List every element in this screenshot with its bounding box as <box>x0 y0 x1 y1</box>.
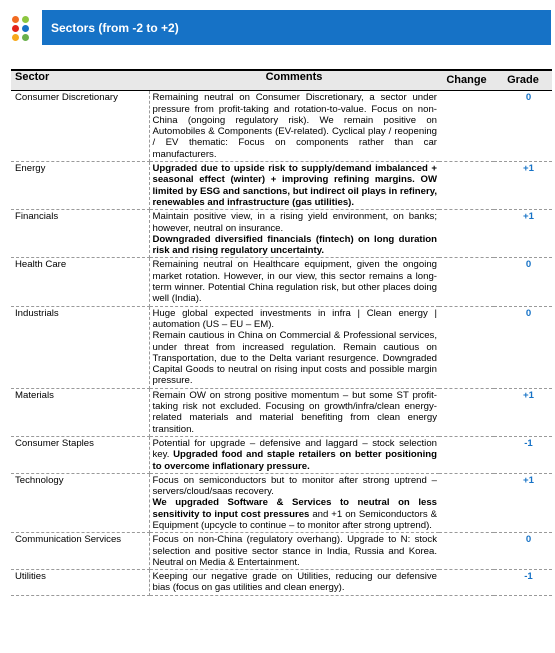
sector-name: Consumer Staples <box>11 436 149 473</box>
change-cell <box>439 306 494 388</box>
sector-name: Materials <box>11 388 149 436</box>
sector-name: Energy <box>11 162 149 210</box>
table-row <box>11 436 552 473</box>
grade-value: +1 <box>494 388 552 436</box>
comment-text: Keeping our negative grade on Utilities, reducing our defensive bias (focus on gas utilities and clean energy). <box>152 571 437 594</box>
page-title: Sectors (from -2 to +2) <box>51 20 179 35</box>
table-row <box>11 91 552 162</box>
sector-comments <box>149 210 439 258</box>
header-bar <box>42 10 551 45</box>
sector-comments <box>149 533 439 570</box>
comment-text-bold: Upgraded due to upside risk to supply/demand imbalanced + seasonal effect (winter) + improving refining margins. OW limited by ESG and sanctions, but indirect oil plays in refinery, renewables and infrastructure (gas utilities). <box>152 163 437 208</box>
change-cell <box>439 162 494 210</box>
section-header <box>7 10 551 45</box>
grade-value: +1 <box>494 162 552 210</box>
column-header-grade: Grade <box>494 70 552 91</box>
table-row <box>11 570 552 596</box>
table-row <box>11 388 552 436</box>
column-header-comments: Comments <box>149 70 439 91</box>
sector-comments <box>149 388 439 436</box>
grade-value: 0 <box>494 91 552 162</box>
comment-text: Remain OW on strong positive momentum – but some ST profit-taking risk not excluded. Focusing on growth/infra/clean energy-related materials and material benefiting from clean energy transition. <box>152 389 437 435</box>
sector-comments <box>149 473 439 532</box>
comment-text: Remaining neutral on Consumer Discretionary, a sector under pressure from profit-taking and rotation-to-value. Focus on non-China (ongoing regulatory risk). We remain positive on Automobiles & Components (EV-related). Cyclical play / reopening / EV thematic: Focus on components rather than car manufacturers. <box>152 92 437 160</box>
comment-text: and +1 on Semiconductors & Equipment (upcycle to continue – to monitor after strong uptrend). <box>152 508 437 531</box>
sector-name: Health Care <box>11 258 149 306</box>
sector-name: Utilities <box>11 570 149 596</box>
change-cell <box>439 570 494 596</box>
change-cell <box>439 533 494 570</box>
sectors-table <box>11 69 552 596</box>
comment-text-bold: Upgraded food and staple retailers on better positioning to overcome inflationary pressure. <box>152 449 437 472</box>
column-header-sector: Sector <box>11 70 149 91</box>
column-header-change: Change <box>439 70 494 91</box>
sector-comments <box>149 258 439 306</box>
change-cell <box>439 436 494 473</box>
sector-name: Financials <box>11 210 149 258</box>
change-cell <box>439 258 494 306</box>
sector-comments <box>149 570 439 596</box>
table-row <box>11 258 552 306</box>
table-row <box>11 533 552 570</box>
grade-value: 0 <box>494 306 552 388</box>
sector-comments <box>149 91 439 162</box>
table-row <box>11 162 552 210</box>
grade-value: -1 <box>494 570 552 596</box>
table-row <box>11 473 552 532</box>
sector-comments <box>149 306 439 388</box>
comment-text: Maintain positive view, in a rising yield environment, on banks; however, neutral on insurance. <box>152 211 437 234</box>
comment-text: Remaining neutral on Healthcare equipment, given the ongoing market rotation. However, in our view, this sector remains a long-term winner. Potential China regulation risk, but other places doing well (India). <box>152 259 437 305</box>
change-cell <box>439 210 494 258</box>
sector-name: Technology <box>11 473 149 532</box>
grade-value: -1 <box>494 436 552 473</box>
sector-name: Industrials <box>11 306 149 388</box>
grade-value: 0 <box>494 258 552 306</box>
comment-text: Huge global expected investments in infra | Clean energy | automation (US – EU – EM). <box>152 307 437 330</box>
change-cell <box>439 473 494 532</box>
sector-name: Communication Services <box>11 533 149 570</box>
change-cell <box>439 91 494 162</box>
grade-value: +1 <box>494 473 552 532</box>
comment-text-bold: We upgraded Software & Services to neutral on less sensitivity to input cost pressures <box>152 497 437 520</box>
table-row <box>11 210 552 258</box>
comment-text-bold: Downgraded diversified financials (fintech) on long duration risk and rising regulatory uncertainty. <box>152 233 437 257</box>
table-header-row <box>11 70 552 91</box>
comment-text: Remain cautious in China on Commercial & Professional services, under threat from increased regulation. Remain cautious on Transportation, due to the Delta variant resurgence. Downgraded Capital Goods to neutral on rising input costs and possible margin pressure. <box>152 330 437 387</box>
grade-value: +1 <box>494 210 552 258</box>
table-row <box>11 306 552 388</box>
change-cell <box>439 388 494 436</box>
sector-name: Consumer Discretionary <box>11 91 149 162</box>
sector-comments <box>149 162 439 210</box>
comment-text: Potential for upgrade – defensive and laggard – stock selection key. <box>152 437 437 461</box>
sector-comments <box>149 436 439 473</box>
comment-text: Focus on non-China (regulatory overhang). Upgrade to N: stock selection and positive sector stance in India, Russia and Korea. Neutral on Media & Entertainment. <box>152 534 437 568</box>
grade-value: 0 <box>494 533 552 570</box>
sectors-dots-icon <box>7 10 42 45</box>
comment-text: Focus on semiconductors but to monitor after strong uptrend – servers/cloud/saas recovery. <box>152 474 437 498</box>
